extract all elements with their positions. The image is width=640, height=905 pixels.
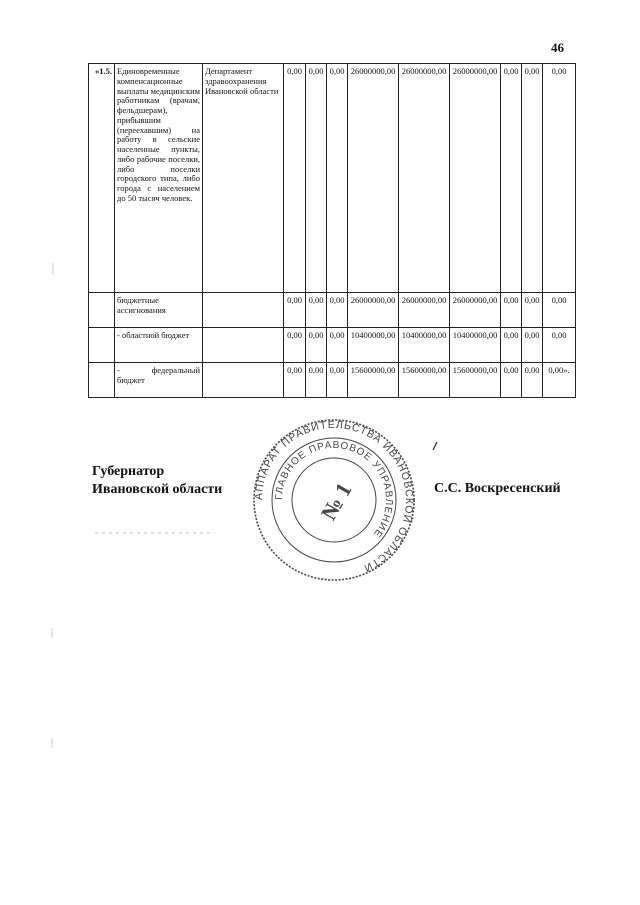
value-cell: 0,00».: [543, 363, 576, 398]
value-cell: 0,00: [522, 363, 543, 398]
value-cell: 0,00: [306, 293, 327, 328]
seal-outer-textpath: АППАРАТ ПРАВИТЕЛЬСТВА ИВАНОВСКОЙ ОБЛАСТИ: [252, 418, 416, 575]
value-cell: 10400000,00: [348, 328, 399, 363]
value-cell: 0,00: [522, 328, 543, 363]
row-description: - областной бюджет: [115, 328, 203, 363]
page-number: 46: [551, 40, 564, 55]
value-cell: 0,00: [306, 328, 327, 363]
value-cell: 0,00: [327, 328, 348, 363]
pen-stroke: [433, 442, 437, 450]
value-cell: 26000000,00: [348, 293, 399, 328]
value-cell: 0,00: [522, 64, 543, 293]
value-cell: 26000000,00: [399, 293, 450, 328]
row-department: Департамент здравоохранения Ивановской области: [203, 64, 284, 293]
value-cell: 26000000,00: [399, 64, 450, 293]
value-cell: 0,00: [327, 363, 348, 398]
value-cell: 0,00: [543, 64, 576, 293]
value-cell: 0,00: [522, 293, 543, 328]
value-cell: 15600000,00: [348, 363, 399, 398]
value-cell: 26000000,00: [348, 64, 399, 293]
value-cell: 15600000,00: [399, 363, 450, 398]
row-index: «1.5.: [89, 64, 115, 293]
value-cell: 0,00: [284, 328, 306, 363]
seal-inner-textpath: ГЛАВНОЕ ПРАВОВОЕ УПРАВЛЕНИЕ: [273, 439, 395, 540]
value-cell: 0,00: [327, 64, 348, 293]
value-cell: 0,00: [306, 64, 327, 293]
value-cell: 0,00: [501, 293, 522, 328]
value-cell: 0,00: [327, 293, 348, 328]
position-line: Ивановской области: [92, 482, 223, 497]
value-cell: 0,00: [284, 363, 306, 398]
value-cell: 0,00: [306, 363, 327, 398]
value-cell: 10400000,00: [450, 328, 501, 363]
row-description: бюджетные ассигнования: [115, 293, 203, 328]
seal-center-number: № 1: [315, 478, 357, 525]
value-cell: 26000000,00: [450, 64, 501, 293]
value-cell: 0,00: [501, 363, 522, 398]
row-description: - федеральный бюджет: [115, 363, 203, 398]
position-line: Губернатор: [92, 464, 165, 479]
value-cell: 0,00: [501, 64, 522, 293]
value-cell: 15600000,00: [450, 363, 501, 398]
value-cell: 26000000,00: [450, 293, 501, 328]
value-cell: 0,00: [543, 293, 576, 328]
row-description: Единовременные компенсационные выплаты медицинским работникам (врачам, фельдшерам), прибывшим (переехавшим) на работу в сельские населенные пункты, либо рабочие поселки, либо поселки городского типа, либо города с населением до 50 тысяч человек.: [115, 64, 203, 293]
value-cell: 0,00: [543, 328, 576, 363]
value-cell: 0,00: [284, 293, 306, 328]
signatory-name: С.С. Воскресенский: [434, 481, 561, 496]
value-cell: 0,00: [501, 328, 522, 363]
value-cell: 10400000,00: [399, 328, 450, 363]
value-cell: 0,00: [284, 64, 306, 293]
